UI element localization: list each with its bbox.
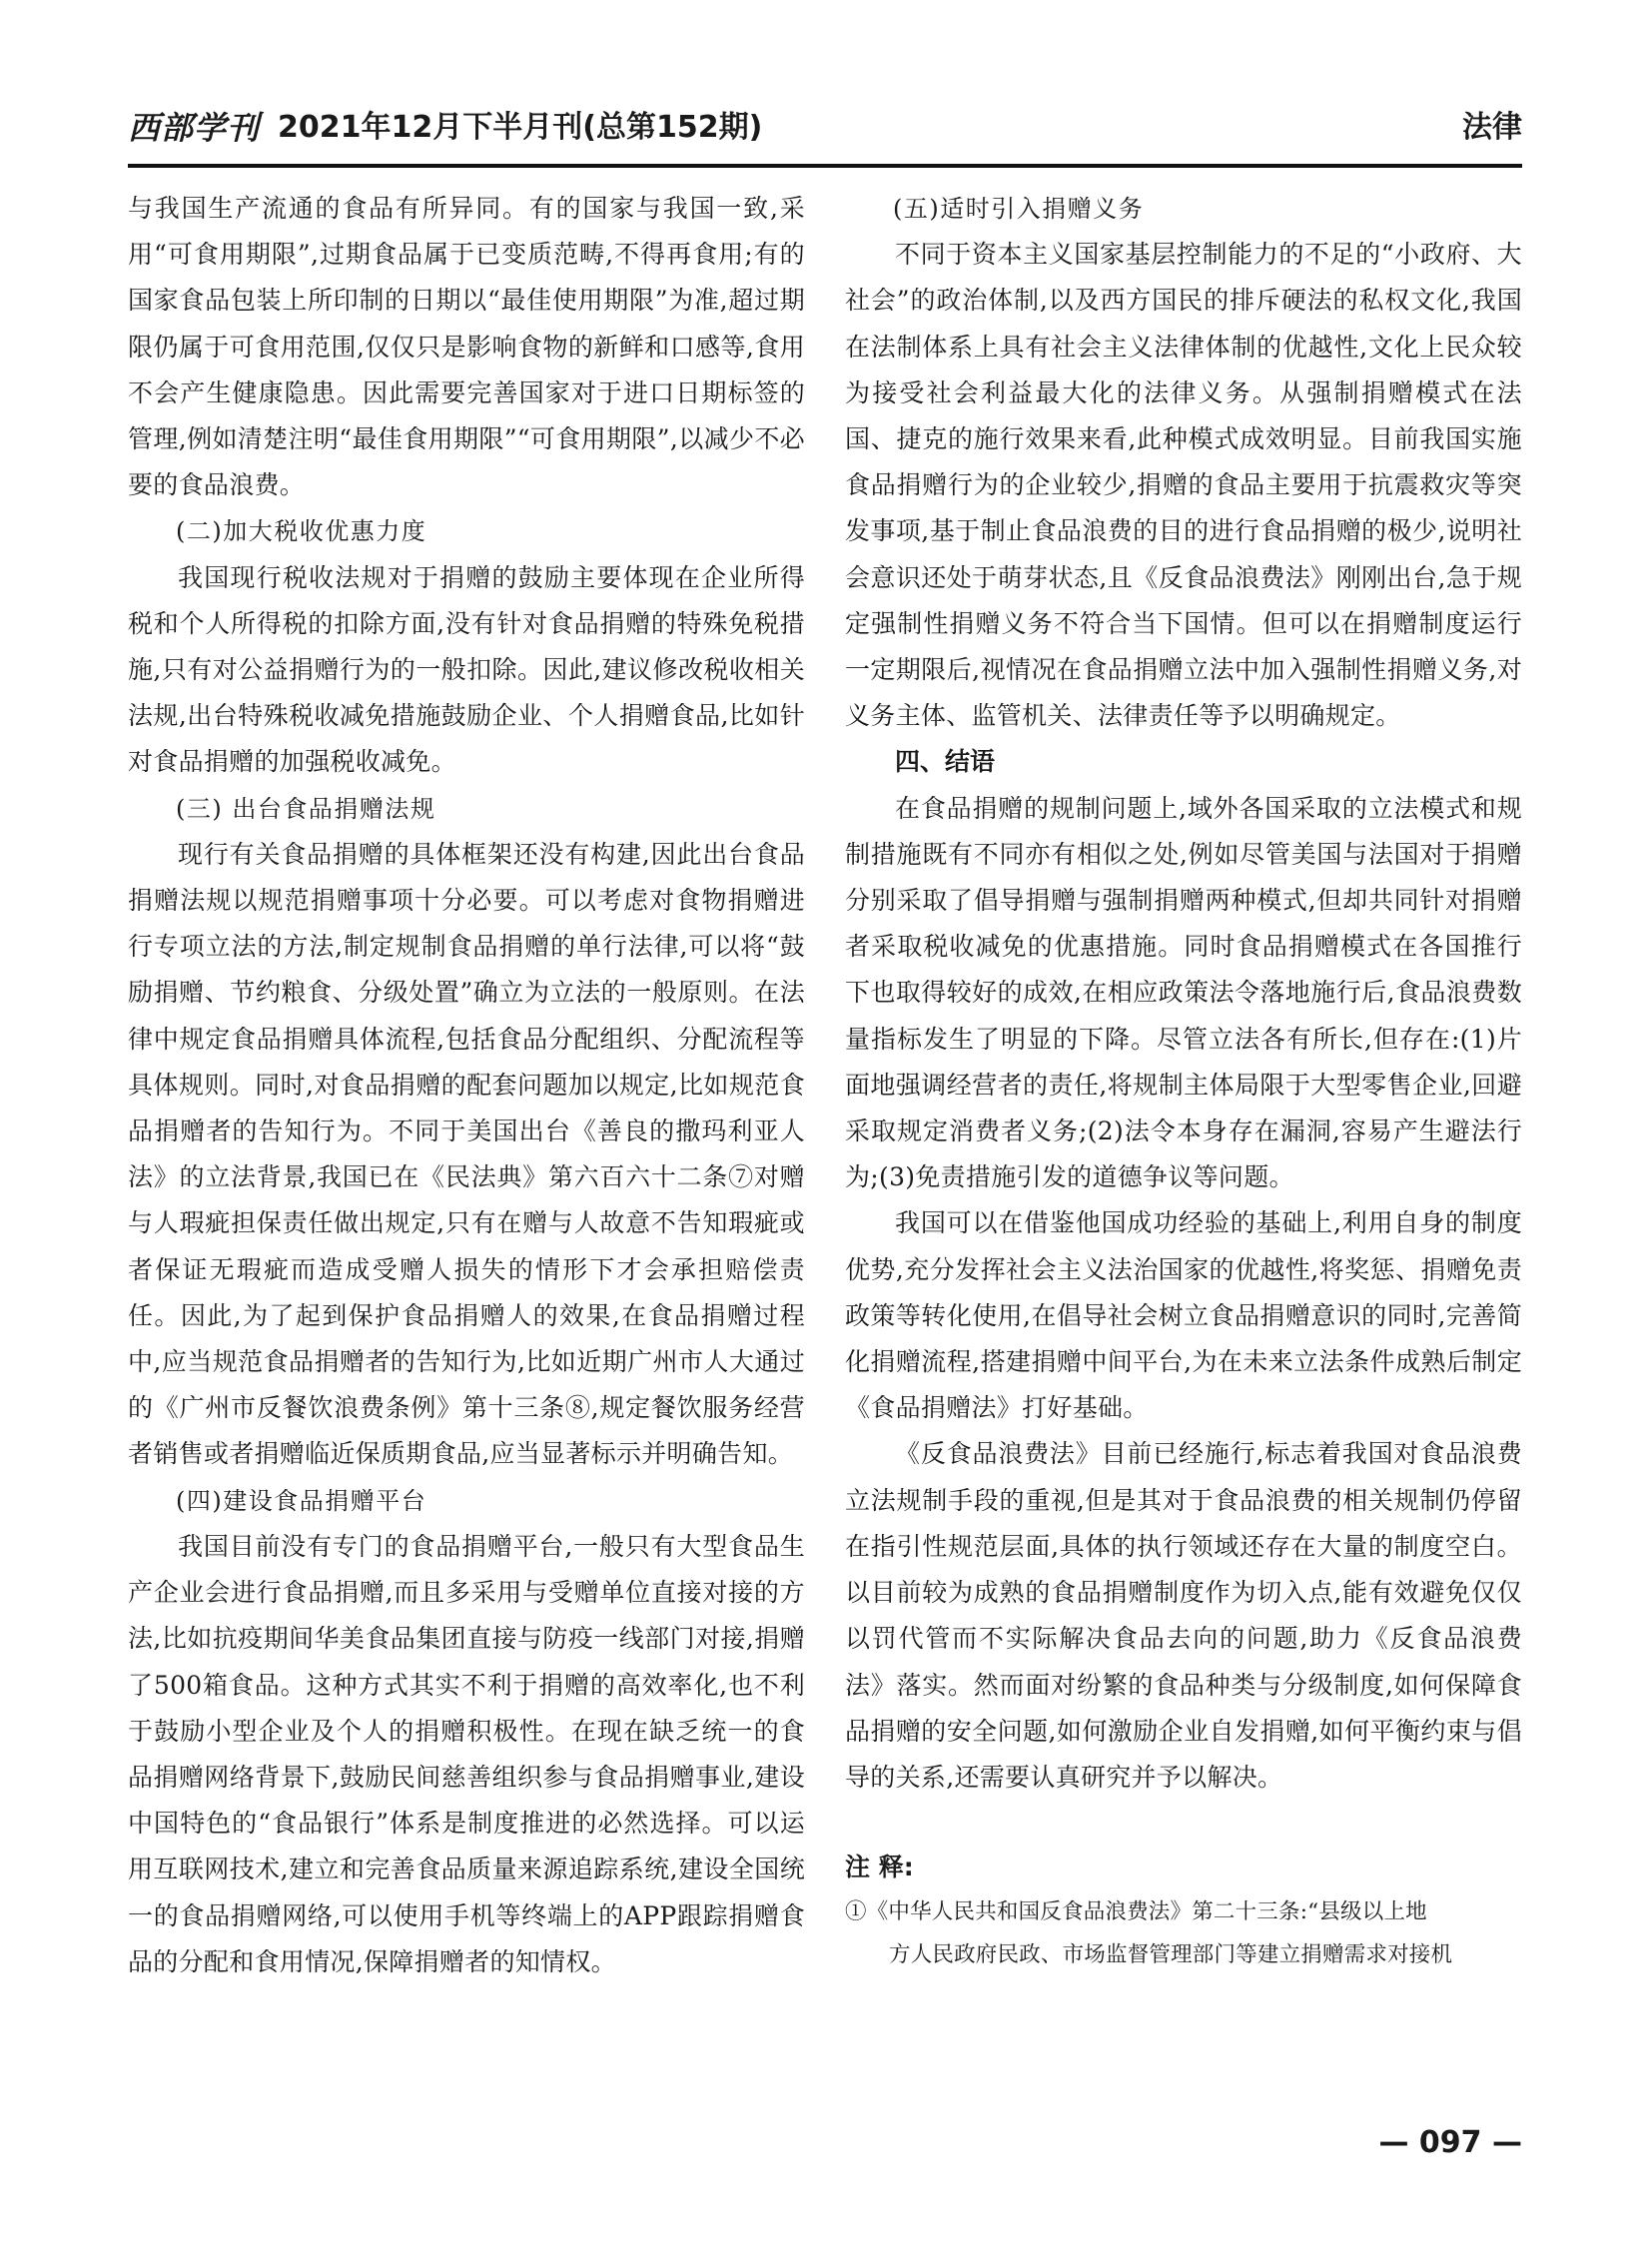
header-rule <box>128 164 1522 168</box>
footnote-line: 方人民政府民政、市场监督管理部门等建立捐赠需求对接机 <box>889 1942 1453 1968</box>
right-column <box>845 186 1522 1976</box>
paragraph: 我国目前没有专门的食品捐赠平台,一般只有大型食品生产企业会进行食品捐赠,而且多采用与受赠单位直接对接的方法,比如抗疫期间华美食品集团直接与防疫一线部门对接,捐赠了500箱食品。这种方式其实不利于捐赠的高效率化,也不利于鼓励小型企业及个人的捐赠积极性。在现在缺乏统一的食品捐赠网络背景下,鼓励民间慈善组织参与食品捐赠事业,建设中国特色的“食品银行”体系是制度推进的必然选择。可以运用互联网技术,建立和完善食品质量来源追踪系统,建设全国统一的食品捐赠网络,可以使用手机等终端上的APP跟踪捐赠食品的分配和食用情况,保障捐赠者的知情权。 <box>128 1531 805 1976</box>
issue-info: 2021年12月下半月刊(总第152期) <box>278 110 763 145</box>
subsection-heading: (四)建设食品捐赠平台 <box>176 1486 427 1515</box>
paragraph: 《反食品浪费法》目前已经施行,标志着我国对食品浪费立法规制手段的重视,但是其对于食品浪费的相关规制仍停留在指引性规范层面,具体的执行领域还存在大量的制度空白。以目前较为成熟的食品捐赠制度作为切入点,能有效避免仅仅以罚代管而不实际解决食品去向的问题,助力《反食品浪费法》落实。然而面对纷繁的食品种类与分级制度,如何保障食品捐赠的安全问题,如何激励企业自发捐赠,如何平衡约束与倡导的关系,还需要认真研究并予以解决。 <box>845 1439 1522 1792</box>
paragraph: 不同于资本主义国家基层控制能力的不足的“小政府、大社会”的政治体制,以及西方国民的排斥硬法的私权文化,我国在法制体系上具有社会主义法律体制的优越性,文化上民众较为接受社会利益最大化的法律义务。从强制捐赠模式在法国、捷克的施行效果来看,此种模式成效明显。目前我国实施食品捐赠行为的企业较少,捐赠的食品主要用于抗震救灾等突发事项,基于制止食品浪费的目的进行食品捐赠的极少,说明社会意识还处于萌芽状态,且《反食品浪费法》刚刚出台,急于规定强制性捐赠义务不符合当下国情。但可以在捐赠制度运行一定期限后,视情况在食品捐赠立法中加入强制性捐赠义务,对义务主体、监管机关、法律责任等予以明确规定。 <box>845 240 1522 731</box>
subsection-heading: (二)加大税收优惠力度 <box>176 517 427 546</box>
left-column <box>128 186 805 1985</box>
paragraph: 与我国生产流通的食品有所异同。有的国家与我国一致,采用“可食用期限”,过期食品属于已变质范畴,不得再食用;有的国家食品包装上所印制的日期以“最佳使用期限”为准,超过期限仍属于可食用范围,仅仅只是影响食物的新鲜和口感等,食用不会产生健康隐患。因此需要完善国家对于进口日期标签的管理,例如清楚注明“最佳食用期限”“可食用期限”,以减少不必要的食品浪费。 <box>128 194 805 500</box>
page-number: — 097 — <box>1378 2125 1522 2160</box>
subsection-heading: (三) 出台食品捐赠法规 <box>176 794 436 823</box>
section-name: 法律 <box>1462 110 1522 145</box>
notes-title: 注 释: <box>845 1853 914 1882</box>
subsection-heading: (五)适时引入捐赠义务 <box>893 195 1145 223</box>
footnote <box>845 1890 1522 1976</box>
section-heading: 四、结语 <box>895 747 996 777</box>
paragraph: 我国现行税收法规对于捐赠的鼓励主要体现在企业所得税和个人所得税的扣除方面,没有针对食品捐赠的特殊免税措施,只有对公益捐赠行为的一般扣除。因此,建议修改税收相关法规,出台特殊税收减免措施鼓励企业、个人捐赠食品,比如针对食品捐赠的加强税收减免。 <box>128 562 805 777</box>
paragraph: 我国可以在借鉴他国成功经验的基础上,利用自身的制度优势,充分发挥社会主义法治国家的优越性,将奖惩、捐赠免责政策等转化使用,在倡导社会树立食品捐赠意识的同时,完善简化捐赠流程,搭建捐赠中间平台,为在未来立法条件成熟后制定《食品捐赠法》打好基础。 <box>845 1208 1522 1423</box>
footnote-line: ①《中华人民共和国反食品浪费法》第二十三条:“县级以上地 <box>845 1899 1427 1925</box>
paragraph: 在食品捐赠的规制问题上,域外各国采取的立法模式和规制措施既有不同亦有相似之处,例如尽管美国与法国对于捐赠分别采取了倡导捐赠与强制捐赠两种模式,但却共同针对捐赠者采取税收减免的优惠措施。同时食品捐赠模式在各国推行下也取得较好的成效,在相应政策法令落地施行后,食品浪费数量指标发生了明显的下降。尽管立法各有所长,但存在:(1)片面地强调经营者的责任,将规制主体局限于大型零售企业,回避采取规定消费者义务;(2)法令本身存在漏洞,容易产生避法行为;(3)免责措施引发的道德争议等问题。 <box>845 793 1522 1192</box>
paragraph: 现行有关食品捐赠的具体框架还没有构建,因此出台食品捐赠法规以规范捐赠事项十分必要。可以考虑对食物捐赠进行专项立法的方法,制定规制食品捐赠的单行法律,可以将“鼓励捐赠、节约粮食、分级处置”确立为立法的一般原则。在法律中规定食品捐赠具体流程,包括食品分配组织、分配流程等具体规则。同时,对食品捐赠的配套问题加以规定,比如规范食品捐赠者的告知行为。不同于美国出台《善良的撒玛利亚人法》的立法背景,我国已在《民法典》第六百六十二条⑦对赠与人瑕疵担保责任做出规定,只有在赠与人故意不告知瑕疵或者保证无瑕疵而造成受赠人损失的情形下才会承担赔偿责任。因此,为了起到保护食品捐赠人的效果,在食品捐赠过程中,应当规范食品捐赠者的告知行为,比如近期广州市人大通过的《广州市反餐饮浪费条例》第十三条⑧,规定餐饮服务经营者销售或者捐赠临近保质期食品,应当显著标示并明确告知。 <box>128 839 805 1469</box>
journal-logo: 西部学刊 <box>128 109 261 147</box>
page-header <box>128 104 1522 154</box>
